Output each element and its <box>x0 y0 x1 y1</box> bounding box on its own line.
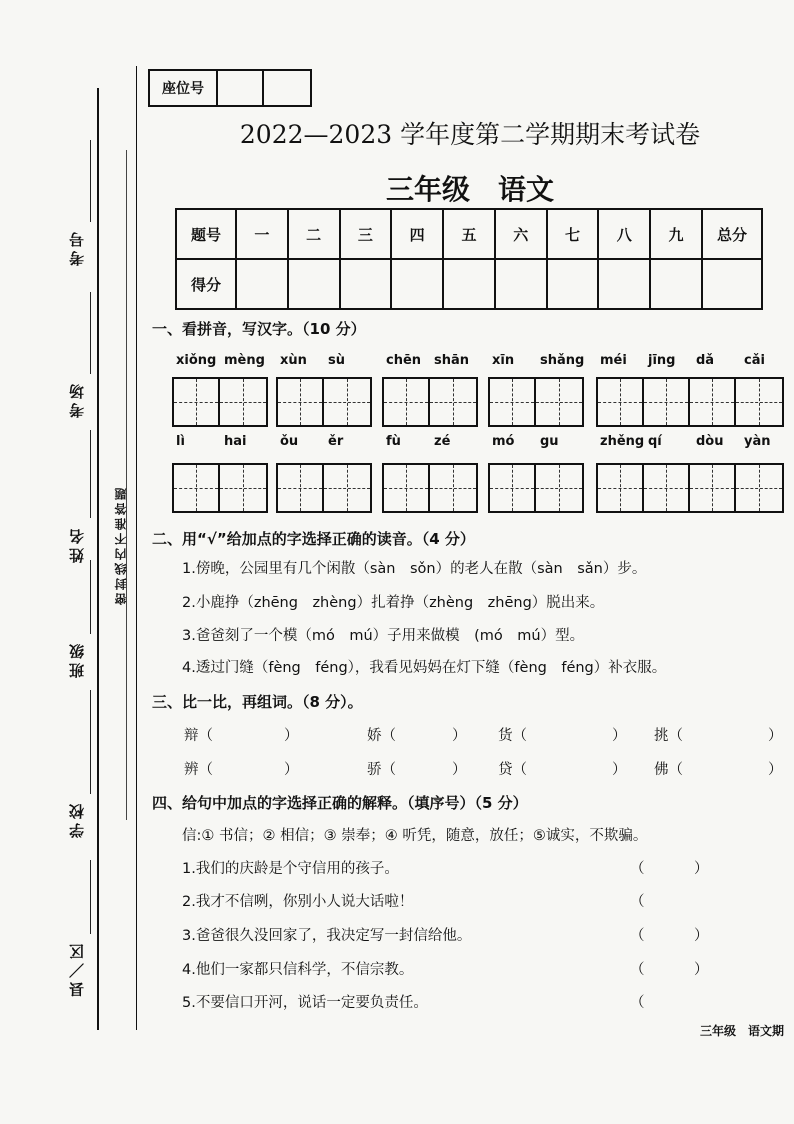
tianzige-cell[interactable] <box>324 379 370 425</box>
tianzige-cell[interactable] <box>430 379 476 425</box>
seal-notice: 密封线内不准答题 <box>114 485 128 605</box>
tianzige-cell[interactable] <box>736 379 782 425</box>
pinyin-label: shǎng <box>540 353 585 368</box>
score-header-cell: 八 <box>598 209 650 259</box>
section-4-item: 3.爸爸很久没回家了，我决定写一封信给他。 <box>182 928 472 944</box>
section-4-item: 5.不要信口开河，说话一定要负责任。 <box>182 995 428 1011</box>
tianzige-group <box>596 377 784 427</box>
tianzige-cell[interactable] <box>736 465 782 511</box>
tianzige-group <box>596 463 784 513</box>
tianzige-cell[interactable] <box>598 465 644 511</box>
pinyin-label: lì <box>176 434 185 449</box>
compare-paren-close[interactable]: ） <box>284 728 299 744</box>
section-2-item-2: 2.小鹿挣（zhēng zhèng）扎着挣（zhèng zhēng）脱出来。 <box>182 595 605 611</box>
tianzige-group <box>488 377 584 427</box>
tianzige-cell[interactable] <box>690 465 736 511</box>
tianzige-cell[interactable] <box>430 465 476 511</box>
compare-paren-close[interactable]: ） <box>768 728 783 744</box>
score-header-cell: 总分 <box>702 209 762 259</box>
tianzige-group <box>276 377 372 427</box>
binding-line-inner <box>136 66 137 1030</box>
pinyin-label: xīn <box>492 353 515 368</box>
tianzige-cell[interactable] <box>220 465 266 511</box>
score-header-label: 题号 <box>176 209 236 259</box>
pinyin-label: xiǒng <box>176 353 217 368</box>
compare-char-open: 贷（ <box>498 762 527 778</box>
compare-char-open: 骄（ <box>367 762 396 778</box>
compare-paren-close[interactable]: ） <box>452 762 467 778</box>
seat-number-cell-1[interactable] <box>218 71 264 105</box>
tianzige-group <box>172 377 268 427</box>
score-header-cell: 九 <box>650 209 702 259</box>
tianzige-group <box>382 377 478 427</box>
tianzige-cell[interactable] <box>278 379 324 425</box>
answer-paren-close: ） <box>694 962 709 978</box>
tianzige-cell[interactable] <box>278 465 324 511</box>
binding-label-exam-room: 考场 <box>68 380 86 418</box>
name-blank <box>90 430 91 518</box>
compare-char-open: 辨（ <box>184 762 213 778</box>
seat-number-box <box>148 69 312 107</box>
score-header-cell: 一 <box>236 209 288 259</box>
pinyin-label: cǎi <box>744 353 765 368</box>
section-4-item: 2.我才不信咧，你别小人说大话啦！ <box>182 894 414 910</box>
score-header-cell: 七 <box>547 209 599 259</box>
tianzige-group <box>276 463 372 513</box>
binding-label-school: 学校 <box>68 800 86 838</box>
tianzige-group <box>172 463 268 513</box>
pinyin-label: shān <box>434 353 470 368</box>
binding-line-outer <box>97 88 99 1030</box>
score-input-cell[interactable] <box>288 259 340 309</box>
section-2-item-1: 1.傍晚，公园里有几个闲散（sàn sǒn）的老人在散（sàn sǎn）步。 <box>182 561 647 577</box>
answer-paren-open[interactable]: （ <box>630 861 645 877</box>
pinyin-label: fù <box>386 434 401 449</box>
tianzige-cell[interactable] <box>174 379 220 425</box>
binding-label-exam-no: 考号 <box>68 228 86 266</box>
score-header-cell: 五 <box>443 209 495 259</box>
tianzige-cell[interactable] <box>644 465 690 511</box>
section-1-title: 一、看拼音，写汉字。（10 分） <box>152 320 366 338</box>
score-input-cell[interactable] <box>702 259 762 309</box>
score-input-cell[interactable] <box>391 259 443 309</box>
pinyin-label: mó <box>492 434 515 449</box>
answer-paren-open[interactable]: （ <box>630 894 645 910</box>
compare-paren-close[interactable]: ） <box>452 728 467 744</box>
tianzige-cell[interactable] <box>644 379 690 425</box>
seat-number-label: 座位号 <box>150 71 218 105</box>
pinyin-label: chēn <box>386 353 422 368</box>
tianzige-cell[interactable] <box>174 465 220 511</box>
exam-title: 2022—2023 学年度第二学期期末考试卷 <box>239 120 701 149</box>
section-2-item-4: 4.透过门缝（fèng féng），我看见妈妈在灯下缝（fèng féng）补衣服。 <box>182 660 667 676</box>
compare-char-open: 佛（ <box>654 762 683 778</box>
tianzige-cell[interactable] <box>220 379 266 425</box>
score-input-cell[interactable] <box>236 259 288 309</box>
tianzige-cell[interactable] <box>324 465 370 511</box>
tianzige-group <box>488 463 584 513</box>
answer-paren-open[interactable]: （ <box>630 962 645 978</box>
score-header-cell: 六 <box>495 209 547 259</box>
seat-number-cell-2[interactable] <box>264 71 310 105</box>
pinyin-label: jīng <box>648 353 676 368</box>
tianzige-cell[interactable] <box>690 379 736 425</box>
score-table-score-row <box>176 259 762 309</box>
pinyin-label: sù <box>328 353 345 368</box>
section-4-title: 四、给句中加点的字选择正确的解释。（填序号）（5 分） <box>152 794 528 812</box>
score-input-cell[interactable] <box>598 259 650 309</box>
tianzige-cell[interactable] <box>490 379 536 425</box>
score-header-cell: 二 <box>288 209 340 259</box>
compare-char-open: 辩（ <box>184 728 213 744</box>
section-2-item-3: 3.爸爸刻了一个模（mó mú）子用来做模 (mó mú）型。 <box>182 628 585 644</box>
section-3-title: 三、比一比，再组词。（8 分）。 <box>152 693 363 711</box>
section-4-item: 4.他们一家都只信科学，不信宗教。 <box>182 962 414 978</box>
answer-paren-close: ） <box>694 861 709 877</box>
pinyin-label: xùn <box>280 353 307 368</box>
binding-label-district: 县／区 <box>68 940 86 997</box>
exam-room-blank <box>90 292 91 374</box>
compare-paren-close[interactable]: ） <box>768 762 783 778</box>
score-header-cell: 四 <box>391 209 443 259</box>
score-table-header-row <box>176 209 762 259</box>
pinyin-label: ěr <box>328 434 344 449</box>
score-input-cell[interactable] <box>547 259 599 309</box>
tianzige-cell[interactable] <box>490 465 536 511</box>
page-footer: 三年级 语文期 <box>700 1024 785 1038</box>
score-input-cell[interactable] <box>340 259 392 309</box>
pinyin-label: qí <box>648 434 662 449</box>
score-table <box>175 208 763 310</box>
class-blank <box>90 560 91 634</box>
tianzige-cell[interactable] <box>536 379 582 425</box>
compare-char-open: 挑（ <box>654 728 683 744</box>
pinyin-label: ǒu <box>280 434 299 449</box>
tianzige-cell[interactable] <box>384 465 430 511</box>
exam-subtitle: 三年级 语文 <box>385 173 554 206</box>
pinyin-label: gu <box>540 434 559 449</box>
score-input-cell[interactable] <box>443 259 495 309</box>
compare-paren-close[interactable]: ） <box>612 728 627 744</box>
score-input-cell[interactable] <box>495 259 547 309</box>
score-row-label: 得分 <box>176 259 236 309</box>
compare-paren-close[interactable]: ） <box>284 762 299 778</box>
compare-char-open: 货（ <box>498 728 527 744</box>
section-4-meanings: 信:① 书信；② 相信；③ 崇奉；④ 听凭，随意，放任；⑤诚实，不欺骗。 <box>182 828 648 844</box>
tianzige-cell[interactable] <box>384 379 430 425</box>
compare-char-open: 娇（ <box>367 728 396 744</box>
school-blank <box>90 690 91 794</box>
pinyin-label: dǎ <box>696 353 715 368</box>
score-input-cell[interactable] <box>650 259 702 309</box>
pinyin-label: dòu <box>696 434 724 449</box>
answer-paren-open[interactable]: （ <box>630 928 645 944</box>
district-blank <box>90 860 91 934</box>
binding-label-name: 姓名 <box>68 525 86 563</box>
pinyin-label: hai <box>224 434 247 449</box>
binding-label-class: 班级 <box>68 640 86 678</box>
answer-paren-close: ） <box>694 928 709 944</box>
tianzige-cell[interactable] <box>536 465 582 511</box>
pinyin-label: zé <box>434 434 451 449</box>
pinyin-label: zhěng <box>600 434 645 449</box>
pinyin-label: yàn <box>744 434 771 449</box>
section-2-title: 二、用“√”给加点的字选择正确的读音。（4 分） <box>152 530 475 548</box>
pinyin-label: méi <box>600 353 627 368</box>
pinyin-label: mèng <box>224 353 265 368</box>
tianzige-cell[interactable] <box>598 379 644 425</box>
score-header-cell: 三 <box>340 209 392 259</box>
answer-paren-open[interactable]: （ <box>630 995 645 1011</box>
compare-paren-close[interactable]: ） <box>612 762 627 778</box>
section-4-item: 1.我们的庆龄是个守信用的孩子。 <box>182 861 399 877</box>
exam-no-blank <box>90 140 91 222</box>
tianzige-group <box>382 463 478 513</box>
